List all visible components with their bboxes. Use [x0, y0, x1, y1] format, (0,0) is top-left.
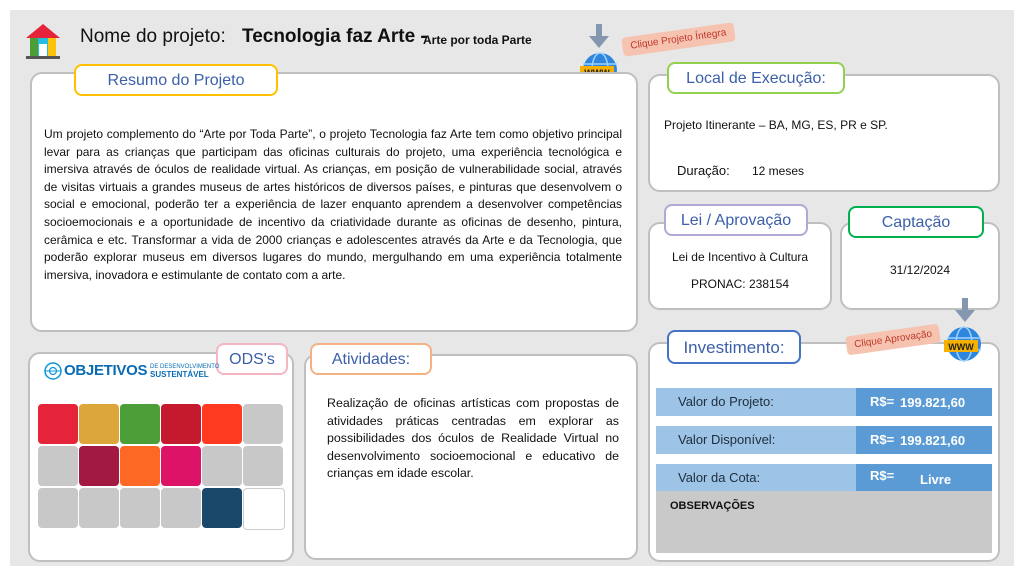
investment-value: 199.821,60: [900, 395, 966, 410]
sdg-tile: [161, 488, 201, 528]
project-link-button[interactable]: Clique Projeto Íntegra: [621, 22, 735, 57]
duration-value: 12 meses: [752, 164, 805, 178]
project-name: Tecnologia faz Arte -: [242, 26, 427, 47]
sdg-tile: [161, 404, 201, 444]
sdg-tile: [120, 404, 160, 444]
sdg-tile: [38, 446, 78, 486]
resumo-title: Resumo do Projeto: [74, 64, 278, 96]
investimento-title: Investimento:: [667, 330, 801, 364]
investment-value-cell: [856, 426, 992, 454]
local-title: Local de Execução:: [667, 62, 845, 94]
sdg-tile: [38, 488, 78, 528]
atividades-title: Atividades:: [310, 343, 432, 375]
ods-logo-text: OBJETIVOS: [64, 362, 148, 379]
arrow-down-icon: [589, 24, 609, 48]
investment-row-cota: [656, 464, 992, 492]
currency-symbol: R$=: [870, 432, 895, 447]
investment-value: 199.821,60: [900, 433, 966, 448]
sdg-tile: [202, 404, 242, 444]
approval-link-button[interactable]: Clique Aprovação: [845, 324, 941, 356]
sdg-tile: [161, 446, 201, 486]
duration-label: Duração:: [677, 163, 730, 178]
currency-symbol: R$=: [870, 394, 895, 409]
sdg-tile: [243, 404, 283, 444]
currency-symbol: R$=: [870, 468, 895, 483]
www-globe-icon[interactable]: [944, 324, 984, 364]
sdg-tile: [202, 446, 242, 486]
sdg-puzzle-grid: [38, 404, 286, 530]
lei-pronac: PRONAC: 238154: [690, 277, 790, 291]
local-text: Projeto Itinerante – BA, MG, ES, PR e SP.: [664, 118, 888, 132]
investment-label: Valor da Cota:: [678, 470, 761, 485]
observacoes-label: OBSERVAÇÕES: [670, 500, 755, 512]
investment-label: Valor do Projeto:: [678, 394, 774, 409]
sdg-tile: [202, 488, 242, 528]
investment-value-cell: [856, 464, 992, 492]
atividades-text: Realização de oficinas artísticas com propostas de atividades práticas centradas em explorar as possibilidades dos óculos de Realidade Virtual no desenvolvimento socioemocional e educativo de crianças em idade escolar.: [327, 396, 619, 481]
investment-row-disponivel: [656, 426, 992, 454]
un-emblem-icon: [44, 362, 62, 380]
lei-title: Lei / Aprovação: [664, 204, 808, 236]
ods-logo-sub2: SUSTENTÁVEL: [150, 370, 209, 379]
ods-title: ODS's: [216, 343, 288, 375]
sdg-tile: [79, 404, 119, 444]
house-logo-icon: [22, 20, 64, 62]
investment-row-projeto: [656, 388, 992, 416]
sdg-tile: [120, 488, 160, 528]
captacao-title: Captação: [848, 206, 984, 238]
arrow-down-icon: [955, 298, 975, 322]
sdg-tile: [79, 446, 119, 486]
project-subtitle: Arte por toda Parte: [423, 33, 532, 47]
sdg-tile: [79, 488, 119, 528]
resumo-text: Um projeto complemento do “Arte por Toda Parte”, o projeto Tecnologia faz Arte tem como objetivo principal levar para as crianças que participam das oficinas culturais do projeto, uma experiência tecnológica e imersiva através de óculos de realidade virtual. As crianças, em posição de vulnerabilidade social, através de visitas virtuais a grandes museus de artes históricos de diversos países, e pinturas que desenvolvem o social e emocional, poderão ter a experiência de lazer enquanto aprendem a desenvolver competências socioemocionais e a oportunidade de incentivo da criatividade durante as oficinas de desenho, pintura, cerâmica e etc. Transformar a vida de 2000 crianças e adolescentes através da Arte e da Tecnologia, que poderão explorar museus em diversos lugares do mundo, mergulhando em uma experiência totalmente imersiva, inovadora e estimulante de contato com a arte.: [44, 127, 622, 282]
investment-value: Livre: [920, 472, 952, 487]
sdg-tile: [243, 446, 283, 486]
ods-logo-sub1: DE DESENVOLVIMENTO: [150, 364, 220, 370]
lei-law: Lei de Incentivo à Cultura: [671, 250, 809, 264]
sdg-tile: [120, 446, 160, 486]
sdg-tile: [38, 404, 78, 444]
captacao-date: 31/12/2024: [889, 263, 951, 277]
project-label: Nome do projeto:: [80, 26, 226, 47]
investment-label: Valor Disponível:: [678, 432, 776, 447]
investment-value-cell: [856, 388, 992, 416]
svg-text:WWW: WWW: [948, 342, 974, 352]
sdg-tile: [243, 488, 285, 530]
